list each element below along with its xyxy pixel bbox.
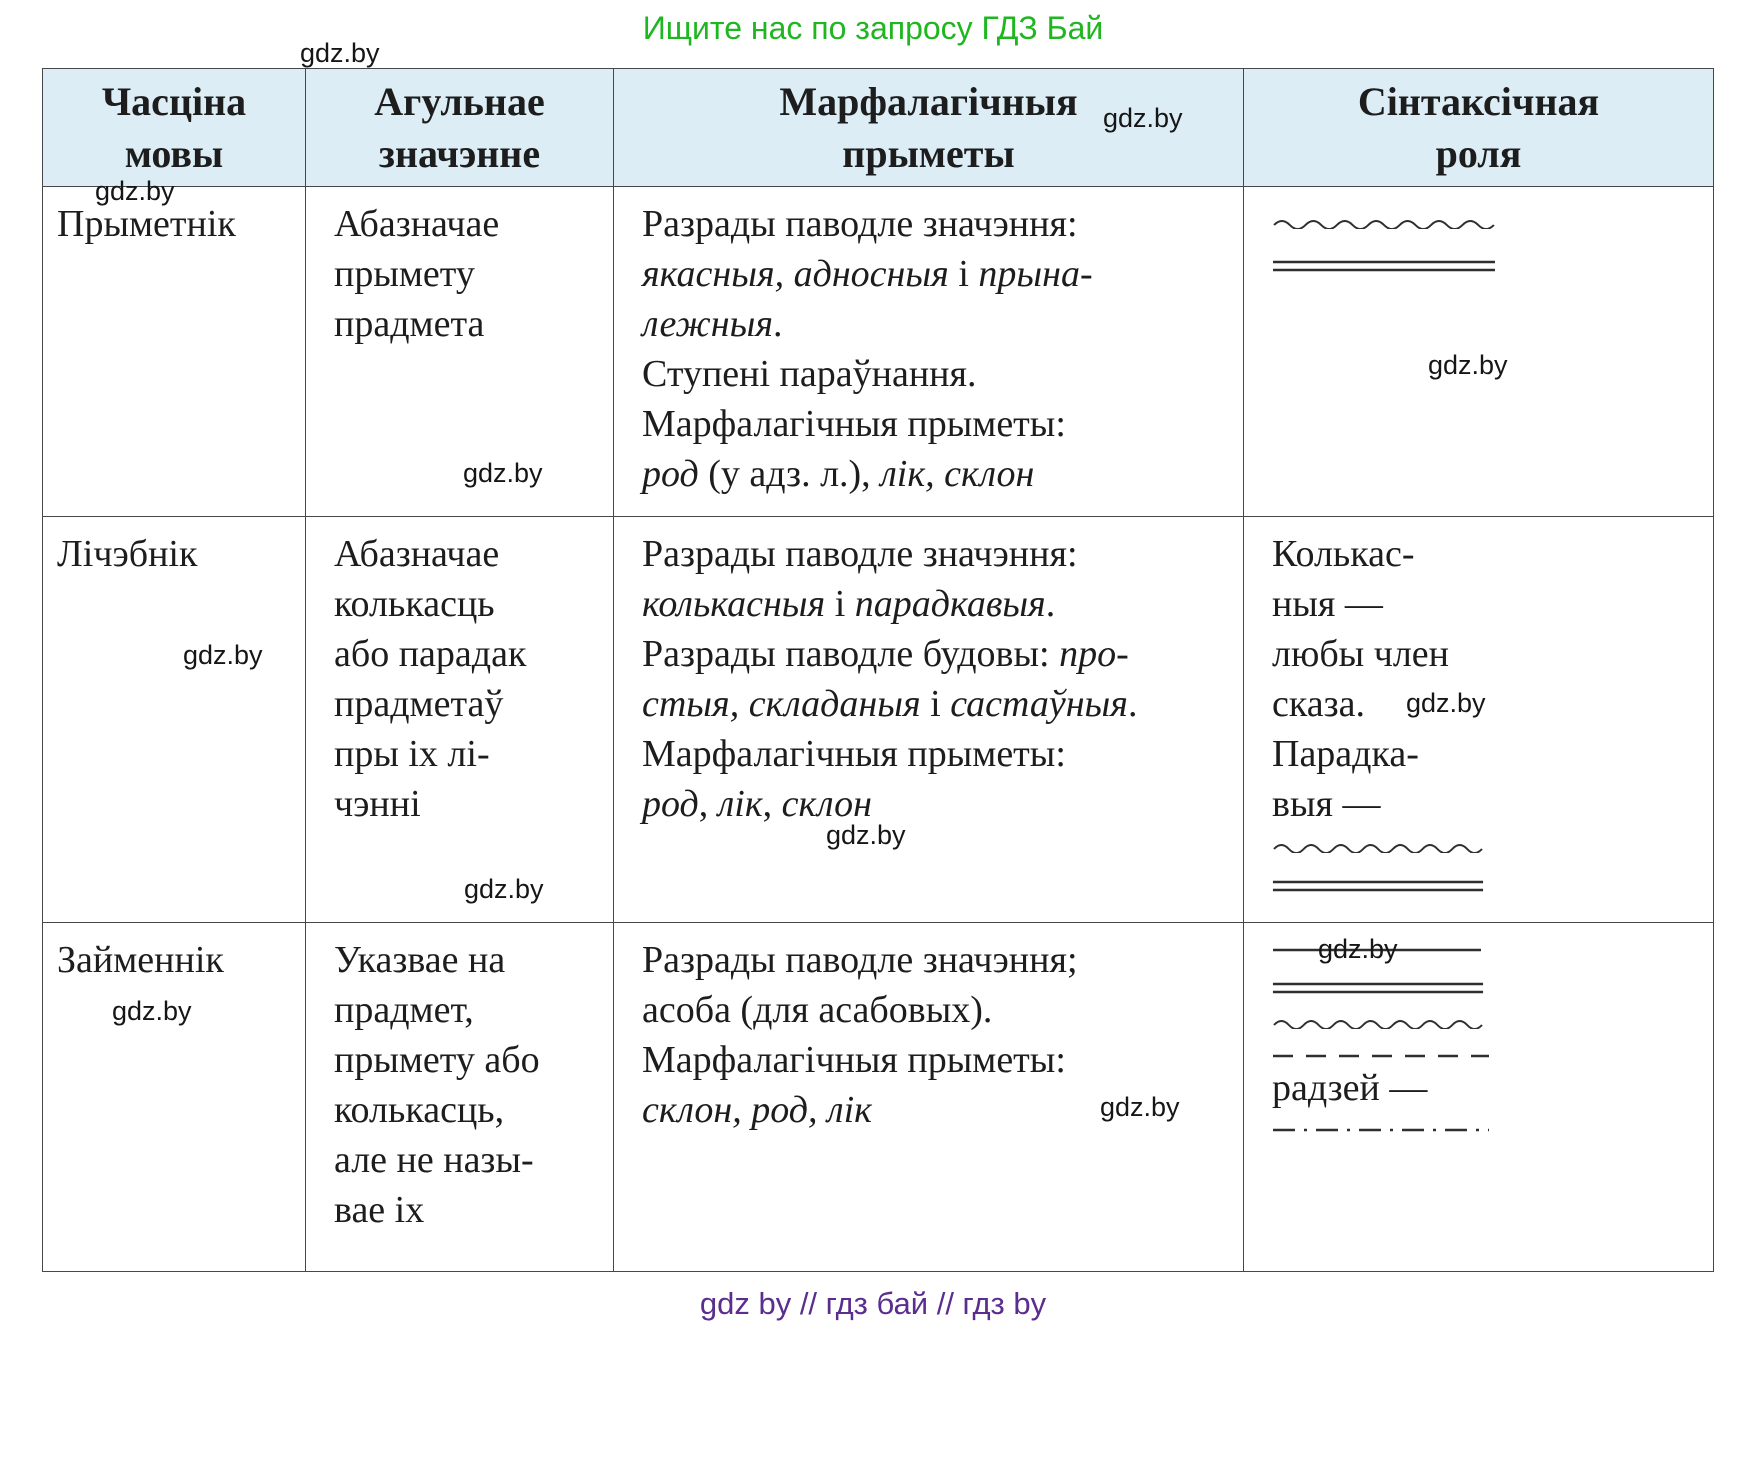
part-of-speech-label: Лічэбнік [57,533,198,575]
cell-pronoun-meaning [306,923,614,1271]
watermark-gdzby: gdz.by [463,458,543,488]
double-underline-icon [1272,981,1484,995]
morphology-text: Разрады паводле значэння: якасныя, адносныя і прына- лежныя. Ступені параўнання. Марфалагічныя прыметы: род (у адз. л.), лік, склон [642,203,1093,495]
watermark-gdzby: gdz.by [1100,1092,1180,1122]
cell-numeral-name [43,517,306,923]
wavy-underline-icon [1272,215,1496,229]
cell-numeral-morphology [614,517,1244,923]
meaning-text: Указвае на прадмет, прымету або колькасць, але не назы- вае іх [334,939,540,1231]
cell-adjective-morphology [614,187,1244,517]
role-text [1272,529,1705,829]
cell-numeral-meaning [306,517,614,923]
header-general-meaning [306,69,614,187]
role-rare-text [1272,1063,1705,1113]
role-text-content: Колькас- ныя — любы член сказа. Парадка- выя — [1272,533,1449,825]
grammar-table [42,68,1714,1272]
part-of-speech-label: Займеннік [57,939,224,981]
header-label: Часціна мовы [101,78,247,176]
meaning-text: Абазначае прымету прадмета [334,203,500,345]
meaning-text: Абазначае колькасць або парадак прадметаў пры іх лі- чэнні [334,533,527,825]
header-label: Сінтаксічная роля [1357,78,1600,176]
header-syntactic-role [1244,69,1713,187]
top-banner: Ищите нас по запросу ГДЗ Бай [642,10,1104,46]
wavy-underline-icon [1272,839,1484,853]
watermark-gdzby: gdz.by [464,874,544,904]
watermark-gdzby: gdz.by [1406,688,1486,718]
cell-pronoun-name [43,923,306,1271]
watermark-gdzby: gdz.by [826,820,906,850]
wavy-underline-icon [1272,1015,1484,1029]
double-underline-icon [1272,259,1496,273]
cell-adjective-name [43,187,306,517]
morphology-text: Разрады паводле значэння; асоба (для асабовых). Марфалагічныя прыметы: склон, род, лік [642,939,1078,1131]
dashed-underline-icon [1272,1053,1490,1059]
watermark-gdzby: gdz.by [1428,350,1508,380]
watermark-gdzby: gdz.by [183,640,263,670]
cell-adjective-meaning [306,187,614,517]
footer-links: gdz by // гдз бай // гдз by [699,1286,1047,1321]
watermark-gdzby: gdz.by [1318,934,1398,964]
watermark-gdzby: gdz.by [1103,103,1183,133]
watermark-gdzby: gdz.by [95,176,175,206]
double-underline-icon [1272,879,1484,893]
morphology-text: Разрады паводле значэння: колькасныя і парадкавыя. Разрады паводле будовы: про- стыя, складаныя і састаўныя. Марфалагічныя прыметы: род, лік, склон [642,533,1138,825]
part-of-speech-label: Прыметнік [57,203,236,245]
cell-numeral-syntactic-role [1244,517,1713,923]
watermark-gdzby: gdz.by [112,996,192,1026]
cell-pronoun-syntactic-role [1244,923,1713,1271]
header-label: Агульнае значэнне [374,78,545,176]
header-part-of-speech [43,69,306,187]
watermark-gdzby: gdz.by [300,38,380,68]
role-rare-label: радзей — [1272,1067,1428,1109]
header-label: Марфалагічныя прыметы [779,78,1078,176]
dash-dot-underline-icon [1272,1127,1490,1133]
